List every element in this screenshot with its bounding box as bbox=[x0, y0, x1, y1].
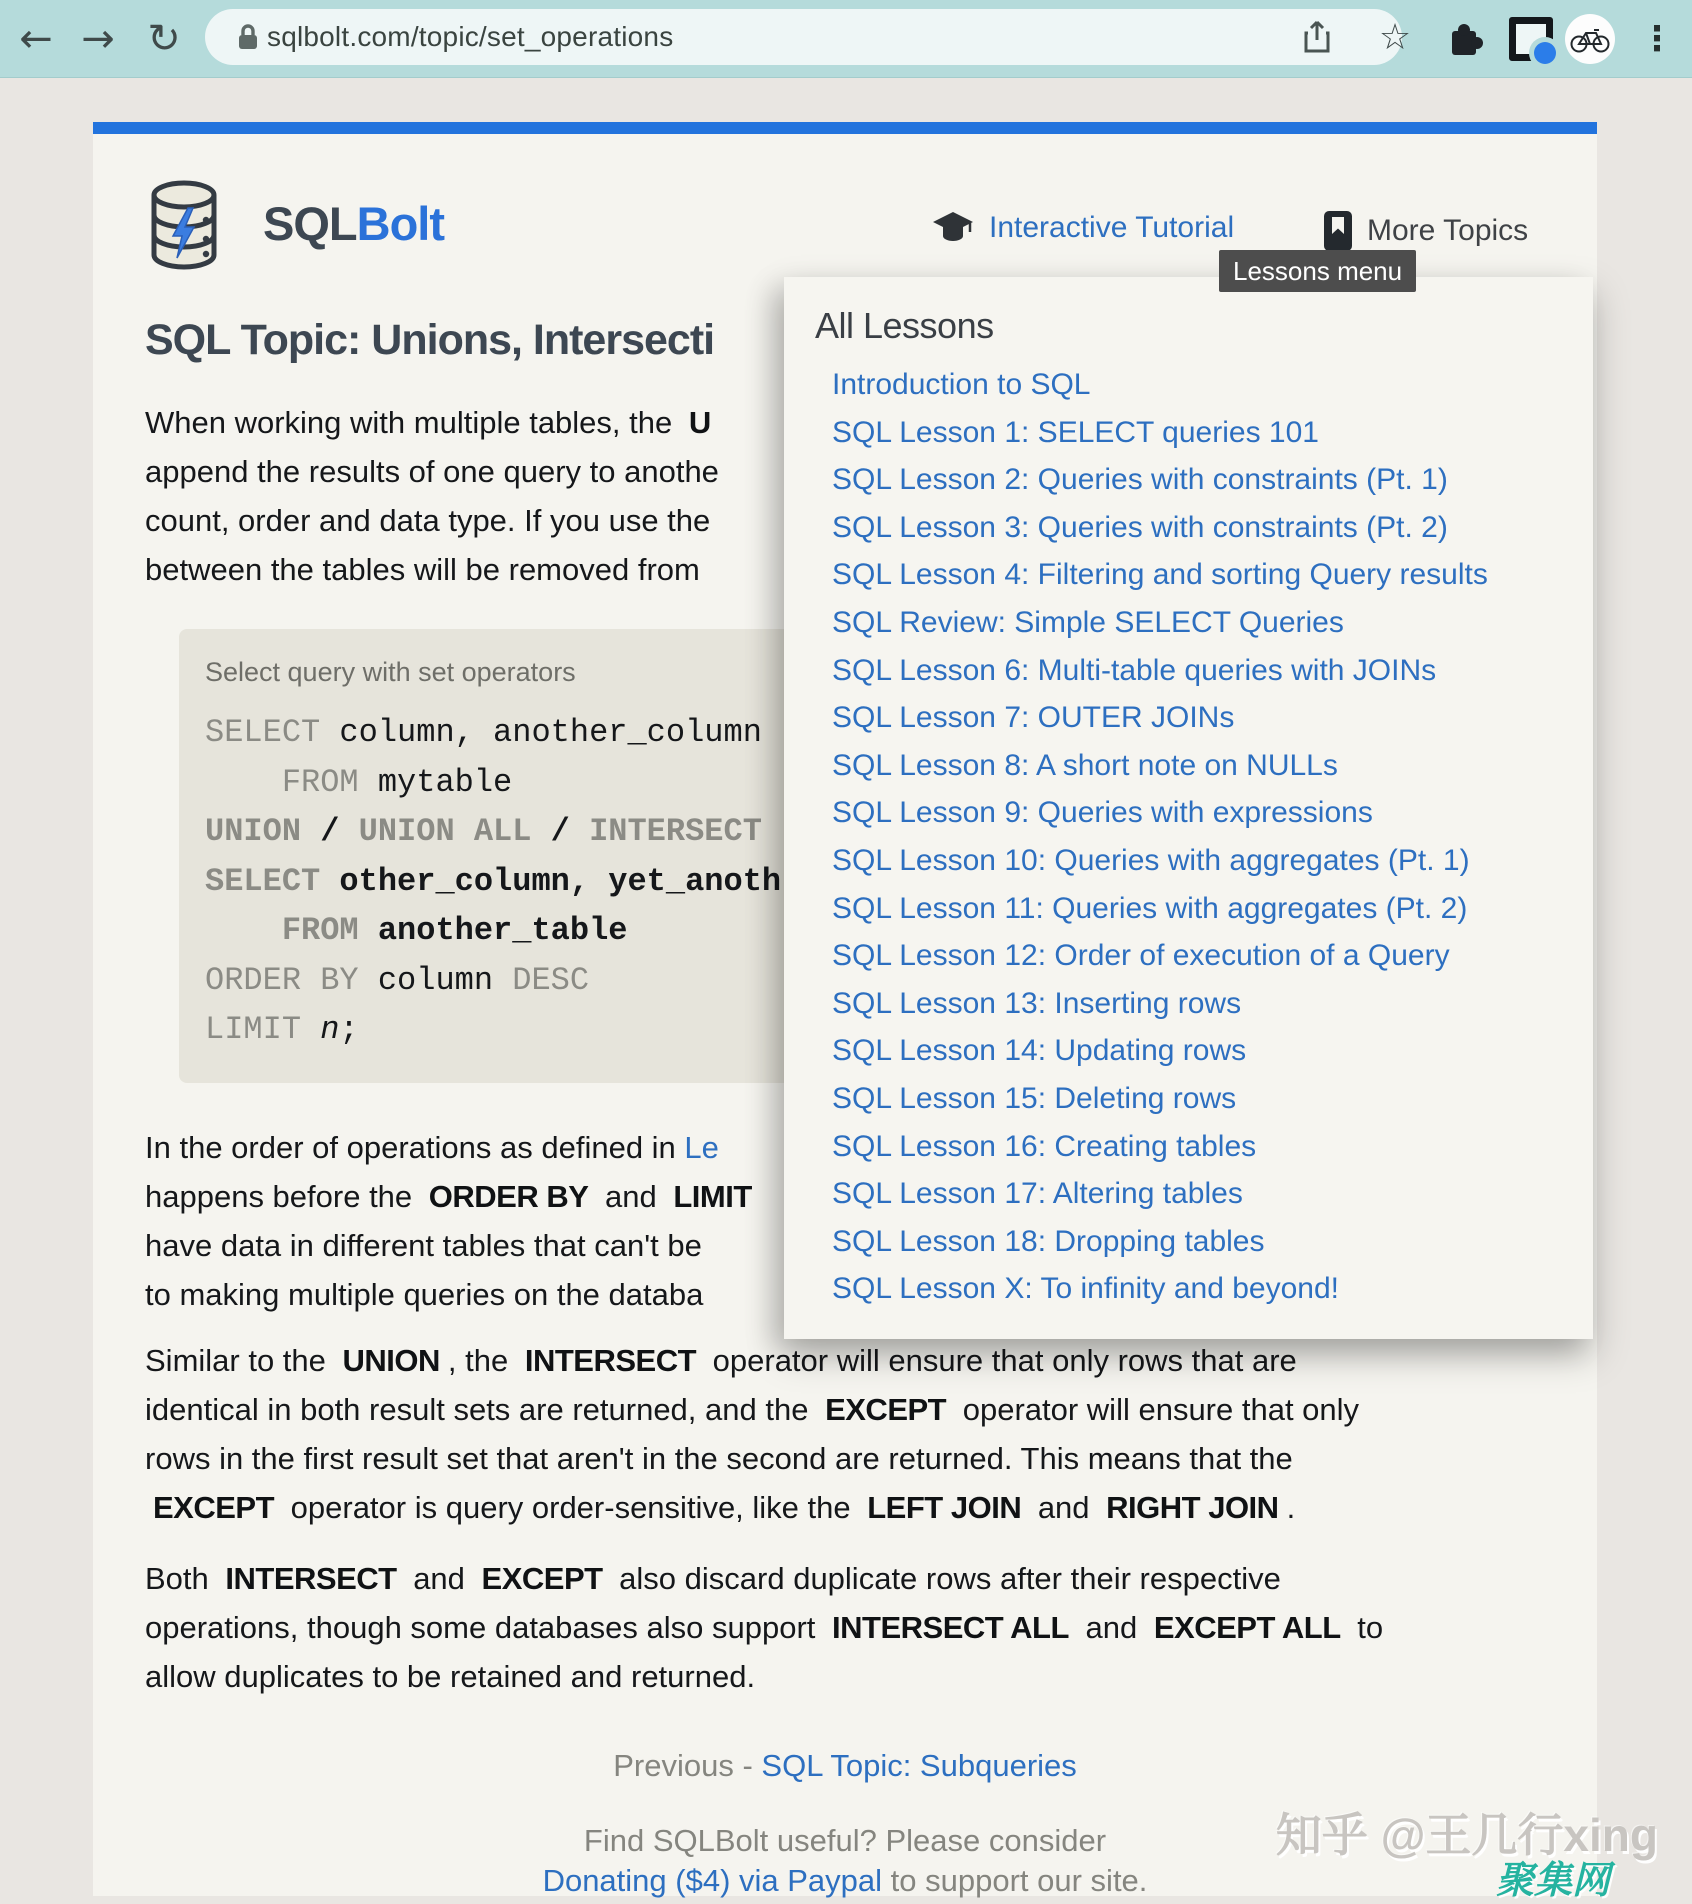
extension-frame-icon[interactable] bbox=[1506, 0, 1556, 77]
code-caption: Select query with set operators bbox=[205, 657, 576, 687]
watermark-badge: 聚集网 bbox=[1495, 1860, 1610, 1902]
lesson-link[interactable]: SQL Lesson 13: Inserting rows bbox=[832, 986, 1242, 1020]
text-segment: other_column, yet_anoth bbox=[320, 862, 782, 900]
text-segment: allow duplicates to be retained and returned. bbox=[145, 1659, 756, 1694]
lesson-link[interactable]: SQL Lesson 10: Queries with aggregates (Pt. 1) bbox=[832, 843, 1470, 877]
text-line bbox=[145, 1172, 760, 1221]
text-line bbox=[145, 545, 719, 594]
text-segment: rows in the first result set that aren't in the second are returned. This means that the bbox=[145, 1441, 1293, 1476]
lesson-link[interactable]: SQL Lesson 4: Filtering and sorting Query results bbox=[832, 558, 1488, 592]
site-title-bolt: Bolt bbox=[356, 197, 444, 250]
previous-topic-row bbox=[93, 1748, 1597, 1784]
text-segment: FROM bbox=[205, 763, 359, 801]
lesson-link[interactable]: SQL Lesson 14: Updating rows bbox=[832, 1034, 1247, 1068]
lesson-link[interactable]: SQL Lesson X: To infinity and beyond! bbox=[832, 1272, 1339, 1306]
text-line bbox=[145, 398, 719, 447]
lessons-list bbox=[832, 361, 1593, 1313]
text-segment: n bbox=[320, 1011, 340, 1048]
lesson-link[interactable]: Introduction to SQL bbox=[832, 368, 1091, 401]
nav-interactive-tutorial[interactable] bbox=[931, 210, 1234, 246]
paragraph-intro bbox=[145, 398, 719, 594]
paragraph-order-of-operations bbox=[145, 1123, 760, 1319]
address-bar[interactable] bbox=[205, 9, 1412, 65]
nav-interactive-tutorial-label: Interactive Tutorial bbox=[989, 211, 1235, 244]
extensions-puzzle-icon[interactable] bbox=[1440, 0, 1490, 77]
text-segment: column bbox=[358, 961, 513, 999]
lesson-link[interactable]: SQL Lesson 15: Deleting rows bbox=[832, 1081, 1237, 1115]
reload-icon[interactable]: ↻ bbox=[147, 15, 181, 62]
text-segment: DESC bbox=[512, 961, 590, 999]
paragraph-intersect-except bbox=[145, 1336, 1359, 1532]
lessons-menu-tooltip: Lessons menu bbox=[1219, 250, 1416, 292]
bookmark-icon bbox=[1323, 210, 1353, 252]
inline-code: EXCEPT ALL bbox=[1153, 1610, 1341, 1645]
inline-code: EXCEPT bbox=[825, 1392, 947, 1427]
donate-row bbox=[93, 1863, 1597, 1899]
text-segment: . bbox=[1286, 1490, 1296, 1525]
inline-code: INTERSECT bbox=[524, 1343, 697, 1378]
text-segment: identical in both result sets are returned, and the bbox=[145, 1392, 818, 1427]
inline-code: LEFT JOIN bbox=[867, 1490, 1022, 1525]
text-segment: ; bbox=[339, 1011, 359, 1048]
text-segment: and bbox=[596, 1179, 666, 1214]
lesson-link[interactable]: SQL Lesson 8: A short note on NULLs bbox=[832, 748, 1338, 782]
donate-rest: to support our site. bbox=[882, 1863, 1148, 1898]
lessons-dropdown-title: All Lessons bbox=[815, 305, 994, 346]
inline-code: RIGHT JOIN bbox=[1106, 1490, 1279, 1525]
text-segment: have data in different tables that can't be bbox=[145, 1228, 702, 1263]
avatar-bike-icon[interactable] bbox=[1562, 0, 1618, 77]
donate-link[interactable]: Donating ($4) via Paypal bbox=[542, 1863, 883, 1898]
text-segment: UNION ALL bbox=[358, 813, 532, 850]
text-segment: operator will ensure that only rows that are bbox=[704, 1343, 1297, 1378]
site-title[interactable] bbox=[263, 196, 444, 251]
text-segment: / bbox=[531, 813, 590, 850]
text-segment: Both bbox=[145, 1561, 218, 1596]
lesson-link[interactable]: SQL Lesson 18: Dropping tables bbox=[832, 1224, 1265, 1258]
inline-code: INTERSECT ALL bbox=[832, 1610, 1069, 1645]
kebab-menu-icon[interactable]: ⋮ bbox=[1640, 18, 1674, 59]
inline-code: EXCEPT bbox=[481, 1561, 603, 1596]
text-line bbox=[145, 1483, 1359, 1532]
lesson-link[interactable]: SQL Lesson 12: Order of execution of a Query bbox=[832, 939, 1450, 973]
text-segment: operator will ensure that only bbox=[954, 1392, 1360, 1427]
text-segment: INTERSECT bbox=[589, 813, 762, 850]
text-line bbox=[145, 1221, 760, 1270]
text-line bbox=[145, 1270, 760, 1319]
inline-code: U bbox=[688, 405, 711, 440]
text-line bbox=[145, 496, 719, 545]
text-line bbox=[145, 1336, 1359, 1385]
share-icon[interactable] bbox=[1295, 9, 1339, 65]
text-segment: and bbox=[1029, 1490, 1099, 1525]
database-logo-icon[interactable] bbox=[148, 180, 220, 277]
text-segment: SELECT bbox=[205, 714, 321, 751]
text-line bbox=[145, 1434, 1359, 1483]
lesson-link[interactable]: SQL Lesson 17: Altering tables bbox=[832, 1177, 1243, 1211]
browser-toolbar bbox=[0, 0, 1692, 78]
text-segment: to making multiple queries on the databa bbox=[145, 1277, 704, 1312]
text-segment: another_table bbox=[358, 912, 628, 949]
text-segment: LIMIT bbox=[205, 1011, 302, 1048]
lesson-link[interactable]: SQL Review: Simple SELECT Queries bbox=[832, 605, 1344, 639]
lesson-link[interactable]: SQL Lesson 11: Queries with aggregates (Pt. 2) bbox=[832, 891, 1468, 925]
lessons-dropdown bbox=[784, 277, 1593, 1339]
accent-bar bbox=[93, 122, 1597, 134]
inline-code: EXCEPT bbox=[153, 1490, 275, 1525]
text-segment: operator is query order-sensitive, like the bbox=[282, 1490, 860, 1525]
page-title: SQL Topic: Unions, Intersecti bbox=[145, 316, 715, 364]
inline-code: UNION bbox=[342, 1343, 440, 1378]
lesson-link[interactable]: SQL Lesson 6: Multi-table queries with JOINs bbox=[832, 653, 1437, 687]
paragraph-duplicates bbox=[145, 1554, 1383, 1701]
lesson-link[interactable]: SQL Lesson 2: Queries with constraints (Pt. 1) bbox=[832, 463, 1448, 497]
page-card bbox=[93, 122, 1597, 1896]
text-segment: count, order and data type. If you use the bbox=[145, 503, 711, 538]
lesson-link[interactable]: SQL Lesson 3: Queries with constraints (Pt. 2) bbox=[832, 510, 1448, 544]
watermark-credit: 知乎 @王几行xing bbox=[1275, 1809, 1658, 1861]
inline-code: LIMIT bbox=[673, 1179, 752, 1214]
text-segment: between the tables will be removed from bbox=[145, 552, 700, 587]
text-segment: mytable bbox=[358, 763, 513, 801]
lesson-link[interactable]: SQL Lesson 16: Creating tables bbox=[832, 1129, 1257, 1163]
lesson-link[interactable]: SQL Lesson 9: Queries with expressions bbox=[832, 796, 1373, 830]
text-line bbox=[145, 1123, 760, 1172]
nav-more-topics-label: More Topics bbox=[1367, 214, 1529, 247]
text-segment: SELECT bbox=[205, 862, 321, 900]
back-icon[interactable]: ← bbox=[19, 15, 53, 62]
forward-icon[interactable]: → bbox=[81, 15, 115, 62]
text-segment: and bbox=[404, 1561, 474, 1596]
previous-topic-link[interactable]: SQL Topic: Subqueries bbox=[761, 1748, 1077, 1783]
text-segment: In the order of operations as defined in bbox=[145, 1130, 685, 1165]
text-segment: FROM bbox=[205, 912, 359, 949]
url-text[interactable]: sqlbolt.com/topic/set_operations bbox=[267, 21, 674, 52]
text-segment: to bbox=[1348, 1610, 1384, 1645]
lesson-link[interactable]: SQL Lesson 1: SELECT queries 101 bbox=[832, 415, 1319, 449]
notification-dot bbox=[1534, 42, 1556, 64]
text-line bbox=[145, 1385, 1359, 1434]
lock-icon bbox=[231, 9, 265, 65]
text-segment: and bbox=[1076, 1610, 1146, 1645]
previous-label: Previous - bbox=[613, 1748, 762, 1783]
text-line bbox=[145, 1603, 1383, 1652]
nav-more-topics[interactable] bbox=[1323, 210, 1528, 252]
text-segment: also discard duplicate rows after their respective bbox=[610, 1561, 1281, 1596]
site-title-sql: SQL bbox=[263, 197, 357, 250]
text-segment: column, another_column bbox=[320, 714, 762, 751]
text-segment: / bbox=[301, 813, 359, 850]
text-segment: UNION bbox=[205, 813, 302, 850]
text-line bbox=[145, 1652, 1383, 1701]
text-segment: ORDER BY bbox=[205, 961, 359, 999]
text-segment: append the results of one query to anothe bbox=[145, 454, 719, 489]
text-segment: Similar to the bbox=[145, 1343, 335, 1378]
inline-link[interactable]: Le bbox=[684, 1130, 719, 1165]
text-segment: , the bbox=[447, 1343, 517, 1378]
text-segment: happens before the bbox=[145, 1179, 421, 1214]
bookmark-star-icon[interactable]: ☆ bbox=[1378, 16, 1412, 58]
text-line bbox=[145, 447, 719, 496]
inline-code: ORDER BY bbox=[428, 1179, 589, 1214]
text-segment: When working with multiple tables, the bbox=[145, 405, 681, 440]
lesson-link[interactable]: SQL Lesson 7: OUTER JOINs bbox=[832, 701, 1235, 735]
text-segment bbox=[301, 1011, 320, 1048]
graduation-cap-icon bbox=[931, 210, 975, 246]
inline-code: INTERSECT bbox=[225, 1561, 397, 1596]
text-line bbox=[145, 1554, 1383, 1603]
support-text: Find SQLBolt useful? Please consider bbox=[583, 1823, 1107, 1858]
text-segment: operations, though some databases also support bbox=[145, 1610, 825, 1645]
